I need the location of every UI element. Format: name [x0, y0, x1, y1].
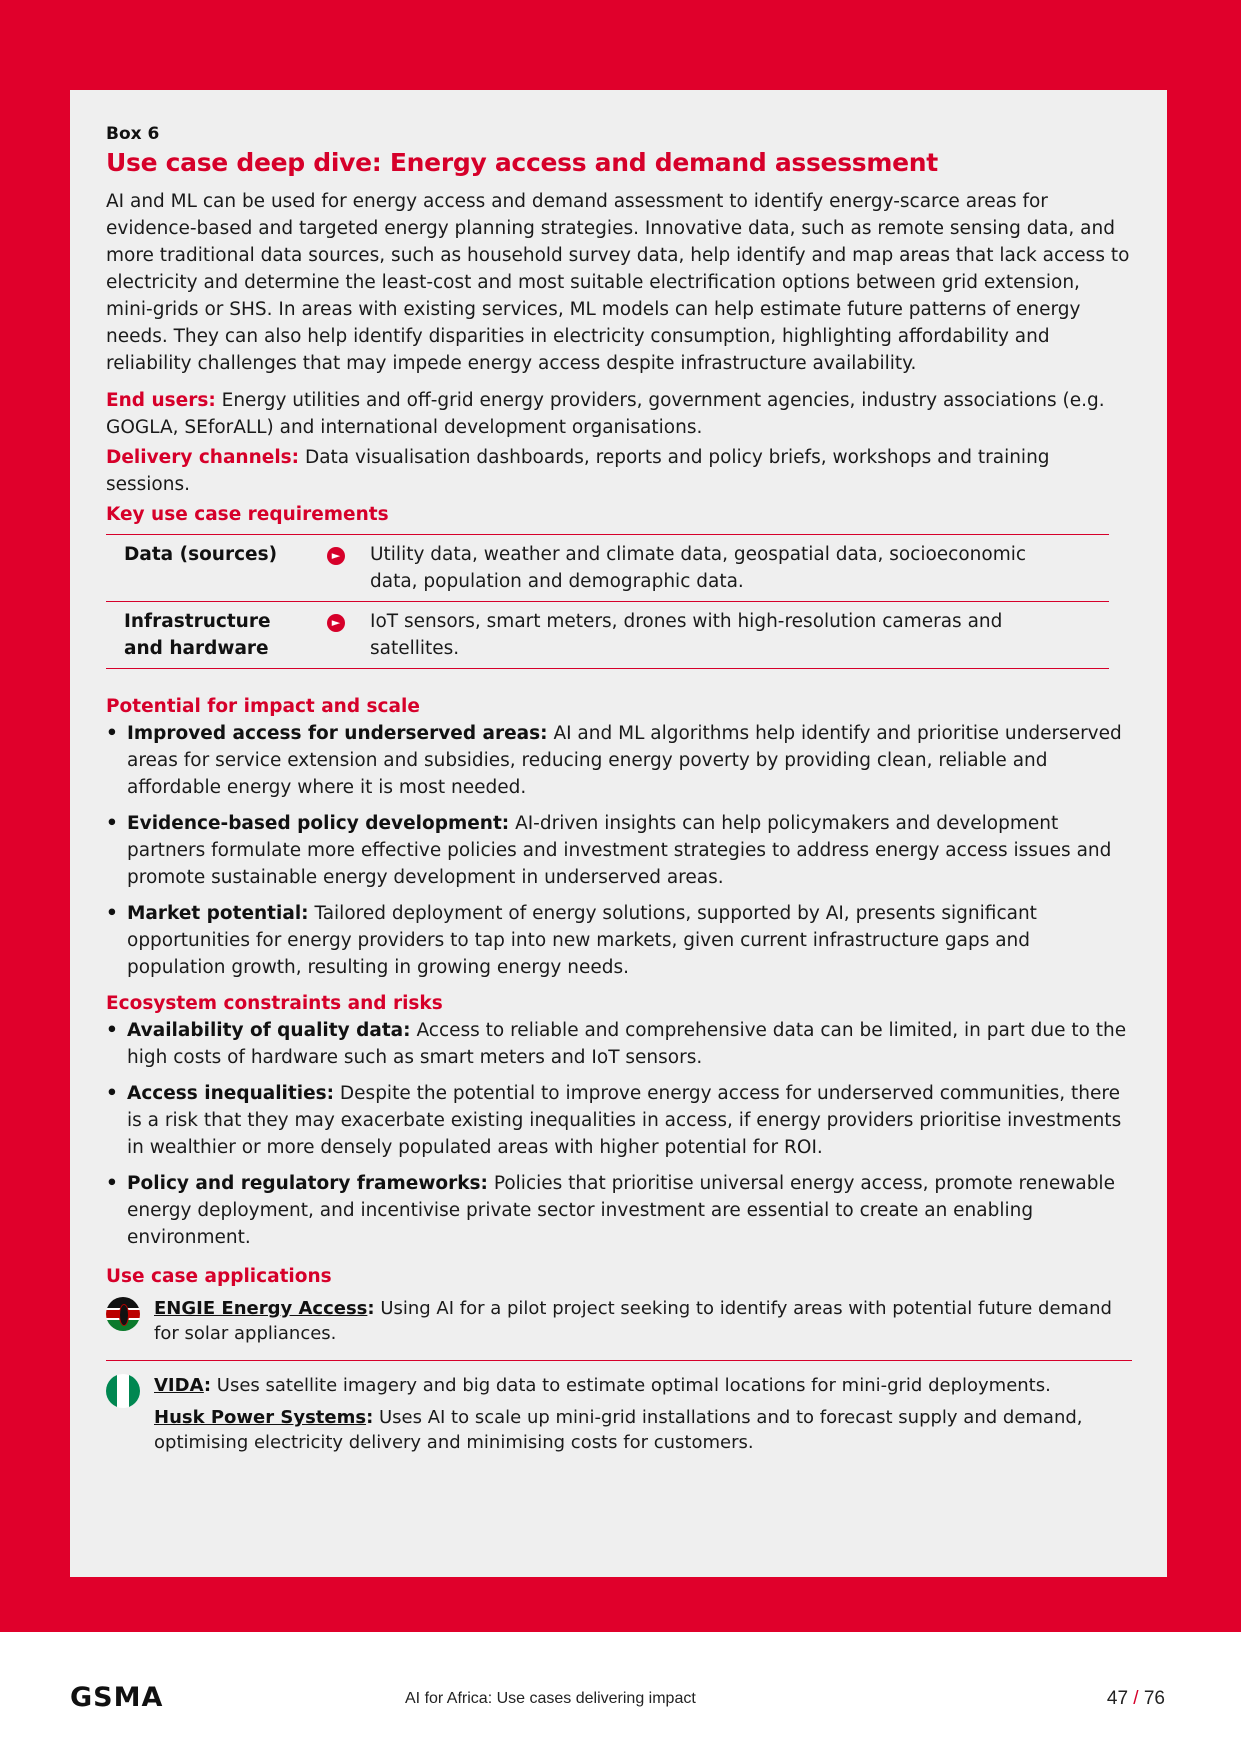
- application-text: Uses AI to scale up mini-grid installations and to forecast supply and demand, optimising electricity delivery and minimising costs for customers.: [154, 1407, 1083, 1453]
- bullet-title: Policy and regulatory frameworks:: [127, 1173, 488, 1194]
- gsma-logo: GSMA: [70, 1682, 164, 1713]
- bullet-title: Improved access for underserved areas:: [127, 723, 548, 744]
- arrow-right-icon: ►: [327, 547, 345, 565]
- risks-heading: Ecosystem constraints and risks: [106, 993, 443, 1014]
- impact-heading: Potential for impact and scale: [106, 696, 420, 717]
- bullet-text: Access to reliable and comprehensive data can be limited, in part due to the high costs of hardware such as smart meters and IoT sensors.: [127, 1020, 1127, 1068]
- requirements-table: [106, 534, 1109, 669]
- list-item: [106, 1080, 1132, 1161]
- page-current: 47: [1106, 1688, 1129, 1709]
- page-footer: [0, 1632, 1241, 1754]
- box-panel: [70, 90, 1167, 1577]
- list-item: [106, 1170, 1132, 1251]
- end-users-label: End users:: [106, 390, 216, 411]
- end-users-text: Energy utilities and off-grid energy providers, government agencies, industry associations (e.g. GOGLA, SEforALL) and international development organisations.: [106, 390, 1105, 438]
- requirements-row-infrastructure: [106, 602, 1109, 669]
- requirement-label: Data (sources): [124, 544, 278, 565]
- bullet-text: Despite the potential to improve energy access for underserved communities, there is a risk that they may exacerbate existing inequalities in access, if energy providers prioritise investments in wealthier or more densely populated areas with higher potential for ROI.: [127, 1083, 1122, 1158]
- requirements-heading: Key use case requirements: [106, 504, 389, 525]
- application-text: Uses satellite imagery and big data to estimate optimal locations for mini-grid deployments.: [211, 1375, 1051, 1396]
- list-item: [106, 1017, 1132, 1071]
- applications-heading: Use case applications: [106, 1266, 332, 1287]
- husk-power-systems-link[interactable]: Husk Power Systems: [154, 1407, 367, 1428]
- bullet-text: AI and ML algorithms help identify and prioritise underserved areas for service extension and subsidies, reducing energy poverty by providing clean, reliable and affordable energy where it is most needed.: [127, 723, 1122, 798]
- requirement-value: Utility data, weather and climate data, geospatial data, socioeconomic data, population and demographic data.: [370, 544, 1027, 592]
- box-content: [106, 124, 1132, 1455]
- bullet-title: Evidence-based policy development:: [127, 813, 510, 834]
- requirement-value: IoT sensors, smart meters, drones with high-resolution cameras and satellites.: [370, 611, 1003, 659]
- box-label: Box 6: [106, 124, 160, 144]
- bullet-title: Market potential:: [127, 903, 309, 924]
- footer-title: AI for Africa: Use cases delivering impact: [405, 1690, 696, 1707]
- list-item: [106, 720, 1132, 801]
- bullet-text: Policies that prioritise universal energy access, promote renewable energy deployment, and incentivise private sector investment are essential to create an enabling environment.: [127, 1173, 1115, 1248]
- page-separator: /: [1133, 1688, 1139, 1709]
- kenya-applications: [106, 1296, 1132, 1346]
- list-item: [106, 810, 1132, 891]
- delivery-channels-label: Delivery channels:: [106, 447, 300, 468]
- bullet-title: Access inequalities:: [127, 1083, 335, 1104]
- nigeria-flag-icon: [106, 1374, 140, 1408]
- application-item: VIDA: Uses satellite imagery and big data to estimate optimal locations for mini-grid deployments.: [154, 1375, 1051, 1396]
- bullet-text: AI-driven insights can help policymakers and development partners formulate more effective policies and investment strategies to address energy access issues and promote sustainable energy development in underserved areas.: [127, 813, 1112, 888]
- engie-energy-access-link[interactable]: ENGIE Energy Access: [154, 1298, 368, 1319]
- page-number: [1107, 1688, 1165, 1710]
- list-item: [106, 900, 1132, 981]
- impact-list: [106, 720, 1132, 981]
- bullet-text: Tailored deployment of energy solutions, supported by AI, presents significant opportunities for energy providers to tap into new markets, given current infrastructure gaps and population growth, resulting in growing energy needs.: [127, 903, 1037, 978]
- arrow-right-icon: ►: [327, 614, 345, 632]
- requirement-label: Infrastructure and hardware: [124, 611, 271, 659]
- delivery-channels-text: Data visualisation dashboards, reports and policy briefs, workshops and training sessions.: [106, 447, 1050, 495]
- page-total: 76: [1143, 1688, 1165, 1709]
- nigeria-applications: [106, 1373, 1132, 1455]
- requirements-row-data: [106, 535, 1109, 602]
- kenya-flag-icon: [106, 1297, 140, 1331]
- application-item: Husk Power Systems: Uses AI to scale up mini-grid installations and to forecast supply and demand, optimising electricity delivery and minimising costs for customers.: [154, 1407, 1083, 1453]
- intro-paragraph: AI and ML can be used for energy access and demand assessment to identify energy-scarce areas for evidence-based and targeted energy planning strategies. Innovative data, such as remote sensing data, and more traditional data sources, such as household survey data, help identify and map areas that lack access to electricity and determine the least-cost and most suitable electrification options between grid extension, mini-grids or SHS. In areas with existing services, ML models can help estimate future patterns of energy needs. They can also help identify disparities in electricity consumption, highlighting affordability and reliability challenges that may impede energy access despite infrastructure availability.: [106, 191, 1130, 374]
- application-item: ENGIE Energy Access: Using AI for a pilot project seeking to identify areas with potential future demand for solar appliances.: [154, 1298, 1112, 1344]
- bullet-title: Availability of quality data:: [127, 1020, 411, 1041]
- end-users-paragraph: [106, 387, 1132, 441]
- application-text: Using AI for a pilot project seeking to identify areas with potential future demand for solar appliances.: [154, 1298, 1112, 1344]
- divider: [106, 1360, 1132, 1361]
- vida-link[interactable]: VIDA: [154, 1375, 204, 1396]
- risks-list: [106, 1017, 1132, 1251]
- delivery-channels-paragraph: [106, 444, 1132, 498]
- box-title: Use case deep dive: Energy access and demand assessment: [106, 148, 938, 177]
